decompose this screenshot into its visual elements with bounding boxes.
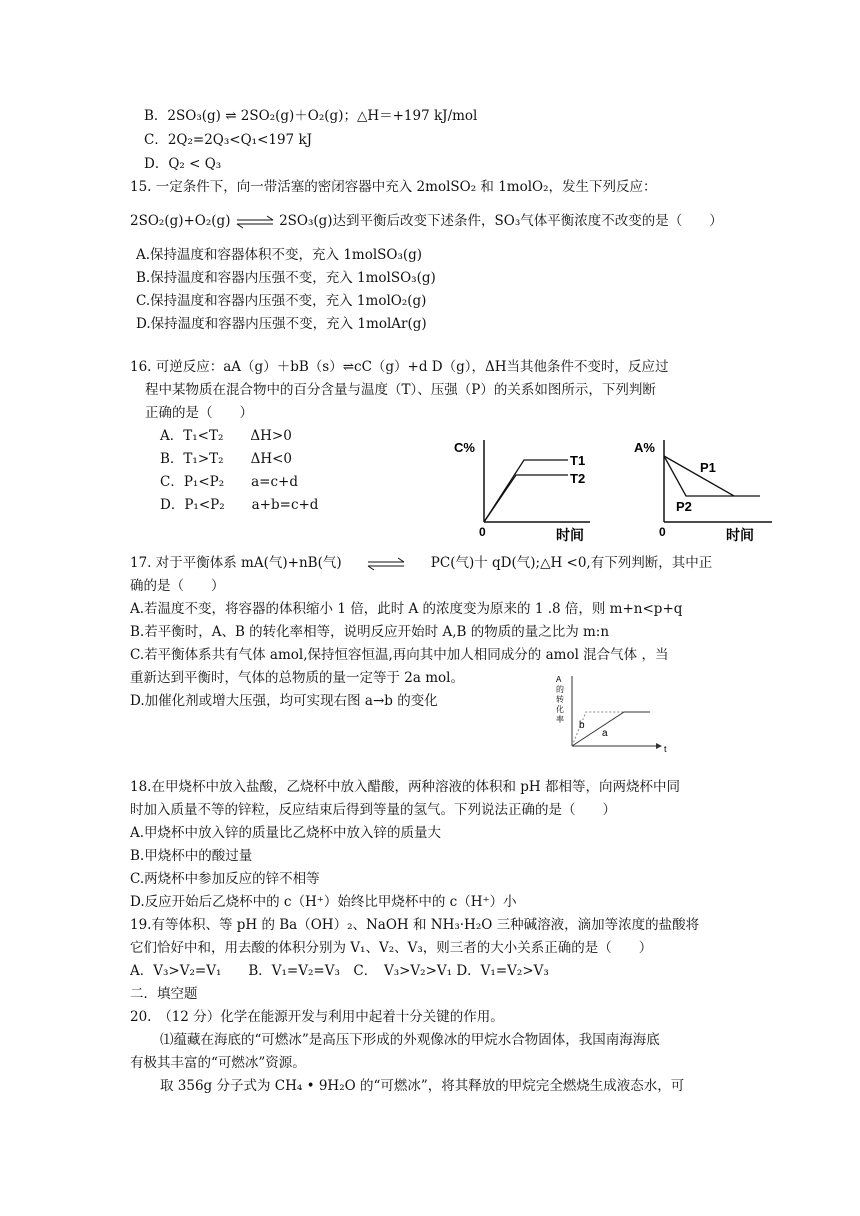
q15-products: 2SO₃(g)达到平衡后改变下述条件，SO₃气体平衡浓度不改变的是（ ）: [279, 213, 723, 229]
q16-stem-line2: 程中某物质在混合物中的百分含量与温度（T）、压强（P）的关系如图所示，下列判断: [145, 382, 656, 398]
equilibrium-arrow-icon: [235, 215, 275, 229]
q19-stem-line1: 19.有等体积、等 pH 的 Ba（OH）₂、NaOH 和 NH₃·H₂O 三种碱溶液，滴加等浓度的盐酸将: [130, 917, 700, 933]
q15-option-b: B.保持温度和容器内压强不变，充入 1molSO₃(g): [136, 270, 436, 286]
q17-option-d: D.加催化剂或增大压强，均可实现右图 a→b 的变化: [130, 693, 438, 709]
q19-options: A．V₃>V₂=V₁ B．V₁=V₂=V₃ C． V₃>V₂>V₁ D．V₁=V₂>V₃: [130, 963, 549, 979]
q17-products: PC(气)十 qD(气);△H <0,有下列判断，其中正: [430, 555, 713, 571]
q17-option-c-line2: 重新达到平衡时，气体的总物质的量一定等于 2a mol。: [130, 670, 464, 686]
equilibrium-arrow-icon: [366, 557, 406, 571]
q17-option-b: B.若平衡时，A、B 的转化率相等，说明反应开始时 A,B 的物质的量之比为 m:n: [130, 624, 610, 640]
y-axis-label-1: A: [556, 675, 562, 684]
t2-label: T2: [570, 471, 586, 486]
x-axis-label: 时间: [556, 527, 584, 542]
origin-label: 0: [479, 525, 486, 539]
q19-stem-line2: 它们恰好中和，用去酸的体积分别为 V₁、V₂、V₃，则三者的大小关系正确的是（ ）: [130, 940, 653, 956]
q16-option-b: B．T₁>T₂ ΔH<0: [160, 451, 292, 467]
section-heading: 二．填空题: [130, 986, 198, 1002]
option-b-prev: B．2SO₃(g) ⇌ 2SO₂(g)＋O₂(g)；△H＝+197 kJ/mol: [144, 108, 478, 124]
q17-option-a: A.若温度不变，将容器的体积缩小 1 倍，此时 A 的浓度变为原来的 1 .8 倍，则 m+n<p+q: [130, 601, 683, 617]
q16-option-d: D．P₁<P₂ a+b=c+d: [160, 497, 319, 513]
q17-stem-line2: 确的是（ ）: [130, 578, 225, 594]
y-axis-label-2: 的: [556, 685, 564, 694]
t1-label: T1: [570, 453, 586, 468]
q15-reactants: 2SO₂(g)+O₂(g): [130, 213, 231, 229]
p2-label: P2: [676, 499, 692, 514]
q20-para1-line2: 有极其丰富的“可燃冰”资源。: [130, 1055, 306, 1071]
figure-c-percent: [452, 432, 602, 542]
p1-label: P1: [700, 460, 716, 475]
q18-stem-line2: 时加入质量不等的锌粒，反应结束后得到等量的氢气。下列说法正确的是（ ）: [130, 802, 616, 818]
curve-a-label: a: [602, 728, 608, 739]
option-c-prev: C．2Q₂=2Q₃<Q₁<197 kJ: [144, 132, 313, 148]
x-axis-arrow-icon: [656, 743, 662, 749]
q15-option-a: A.保持温度和容器体积不变，充入 1molSO₃(g): [136, 247, 423, 263]
y-axis-label-4: 化: [556, 705, 564, 714]
x-axis-label: 时间: [726, 527, 754, 542]
q18-option-d: D.反应开始后乙烧杯中的 c（H⁺）始终比甲烧杯中的 c（H⁺）小: [130, 894, 517, 910]
q18-stem-line1: 18.在甲烧杯中放入盐酸，乙烧杯中放入醋酸，两种溶液的体积和 pH 都相等，向两烧杯中同: [130, 779, 680, 795]
q16-stem-line1: 16. 可逆反应：aA（g）＋bB（s）⇌cC（g）+d D（g），ΔH当其他条件不变时，反应过: [130, 359, 669, 375]
q16-stem-line3: 正确的是（ ）: [145, 405, 253, 421]
q17-option-c-line1: C.若平衡体系共有气体 amol,保持恒容恒温,再向其中加人相同成分的 amol 混合气体 ，当: [130, 647, 669, 663]
y-axis-label: A%: [634, 440, 655, 455]
q17-stem-line1: [130, 554, 712, 572]
q18-option-b: B.甲烧杯中的酸过量: [130, 848, 253, 864]
q18-option-a: A.甲烧杯中放入锌的质量比乙烧杯中放入锌的质量大: [130, 825, 442, 841]
q20-para2: 取 356g 分子式为 CH₄ • 9H₂O 的“可燃冰”，将其释放的甲烷完全燃烧生成液态水，可: [160, 1078, 685, 1094]
q20-para1-line1: ⑴蕴藏在海底的“可燃冰”是高压下形成的外观像冰的甲烷水合物固体，我国南海海底: [160, 1032, 660, 1048]
y-axis-label: C%: [454, 440, 475, 455]
q16-option-a: A．T₁<T₂ ΔH>0: [160, 428, 292, 444]
q15-option-c: C.保持温度和容器内压强不变，充入 1molO₂(g): [136, 293, 427, 309]
curve-t1: [484, 460, 568, 522]
figure-a-percent: [632, 432, 782, 542]
option-d-prev: D．Q₂ < Q₃: [144, 156, 222, 172]
q16-option-c: C．P₁<P₂ a=c+d: [160, 474, 299, 490]
q20-stem: 20. （12 分）化学在能源开发与利用中起着十分关键的作用。: [130, 1009, 504, 1025]
y-axis-label-5: 率: [556, 715, 564, 724]
curve-t2: [484, 475, 568, 522]
x-axis-label: t: [664, 744, 667, 754]
q18-option-c: C.两烧杯中参加反应的锌不相等: [130, 871, 320, 887]
y-axis-label-3: 转: [556, 695, 564, 704]
origin-label: 0: [659, 525, 666, 539]
q17-reactants: 17. 对于平衡体系 mA(气)+nB(气): [130, 555, 342, 571]
q15-stem-line2: [130, 212, 723, 230]
q15-option-d: D.保持温度和容器内压强不变，充入 1molAr(g): [136, 316, 427, 332]
curve-b-label: b: [579, 720, 585, 731]
q15-stem-line1: 15. 一定条件下，向一带活塞的密闭容器中充入 2molSO₂ 和 1molO₂，发生下列反应：: [130, 179, 657, 195]
figure-conversion-rate: [552, 672, 676, 758]
